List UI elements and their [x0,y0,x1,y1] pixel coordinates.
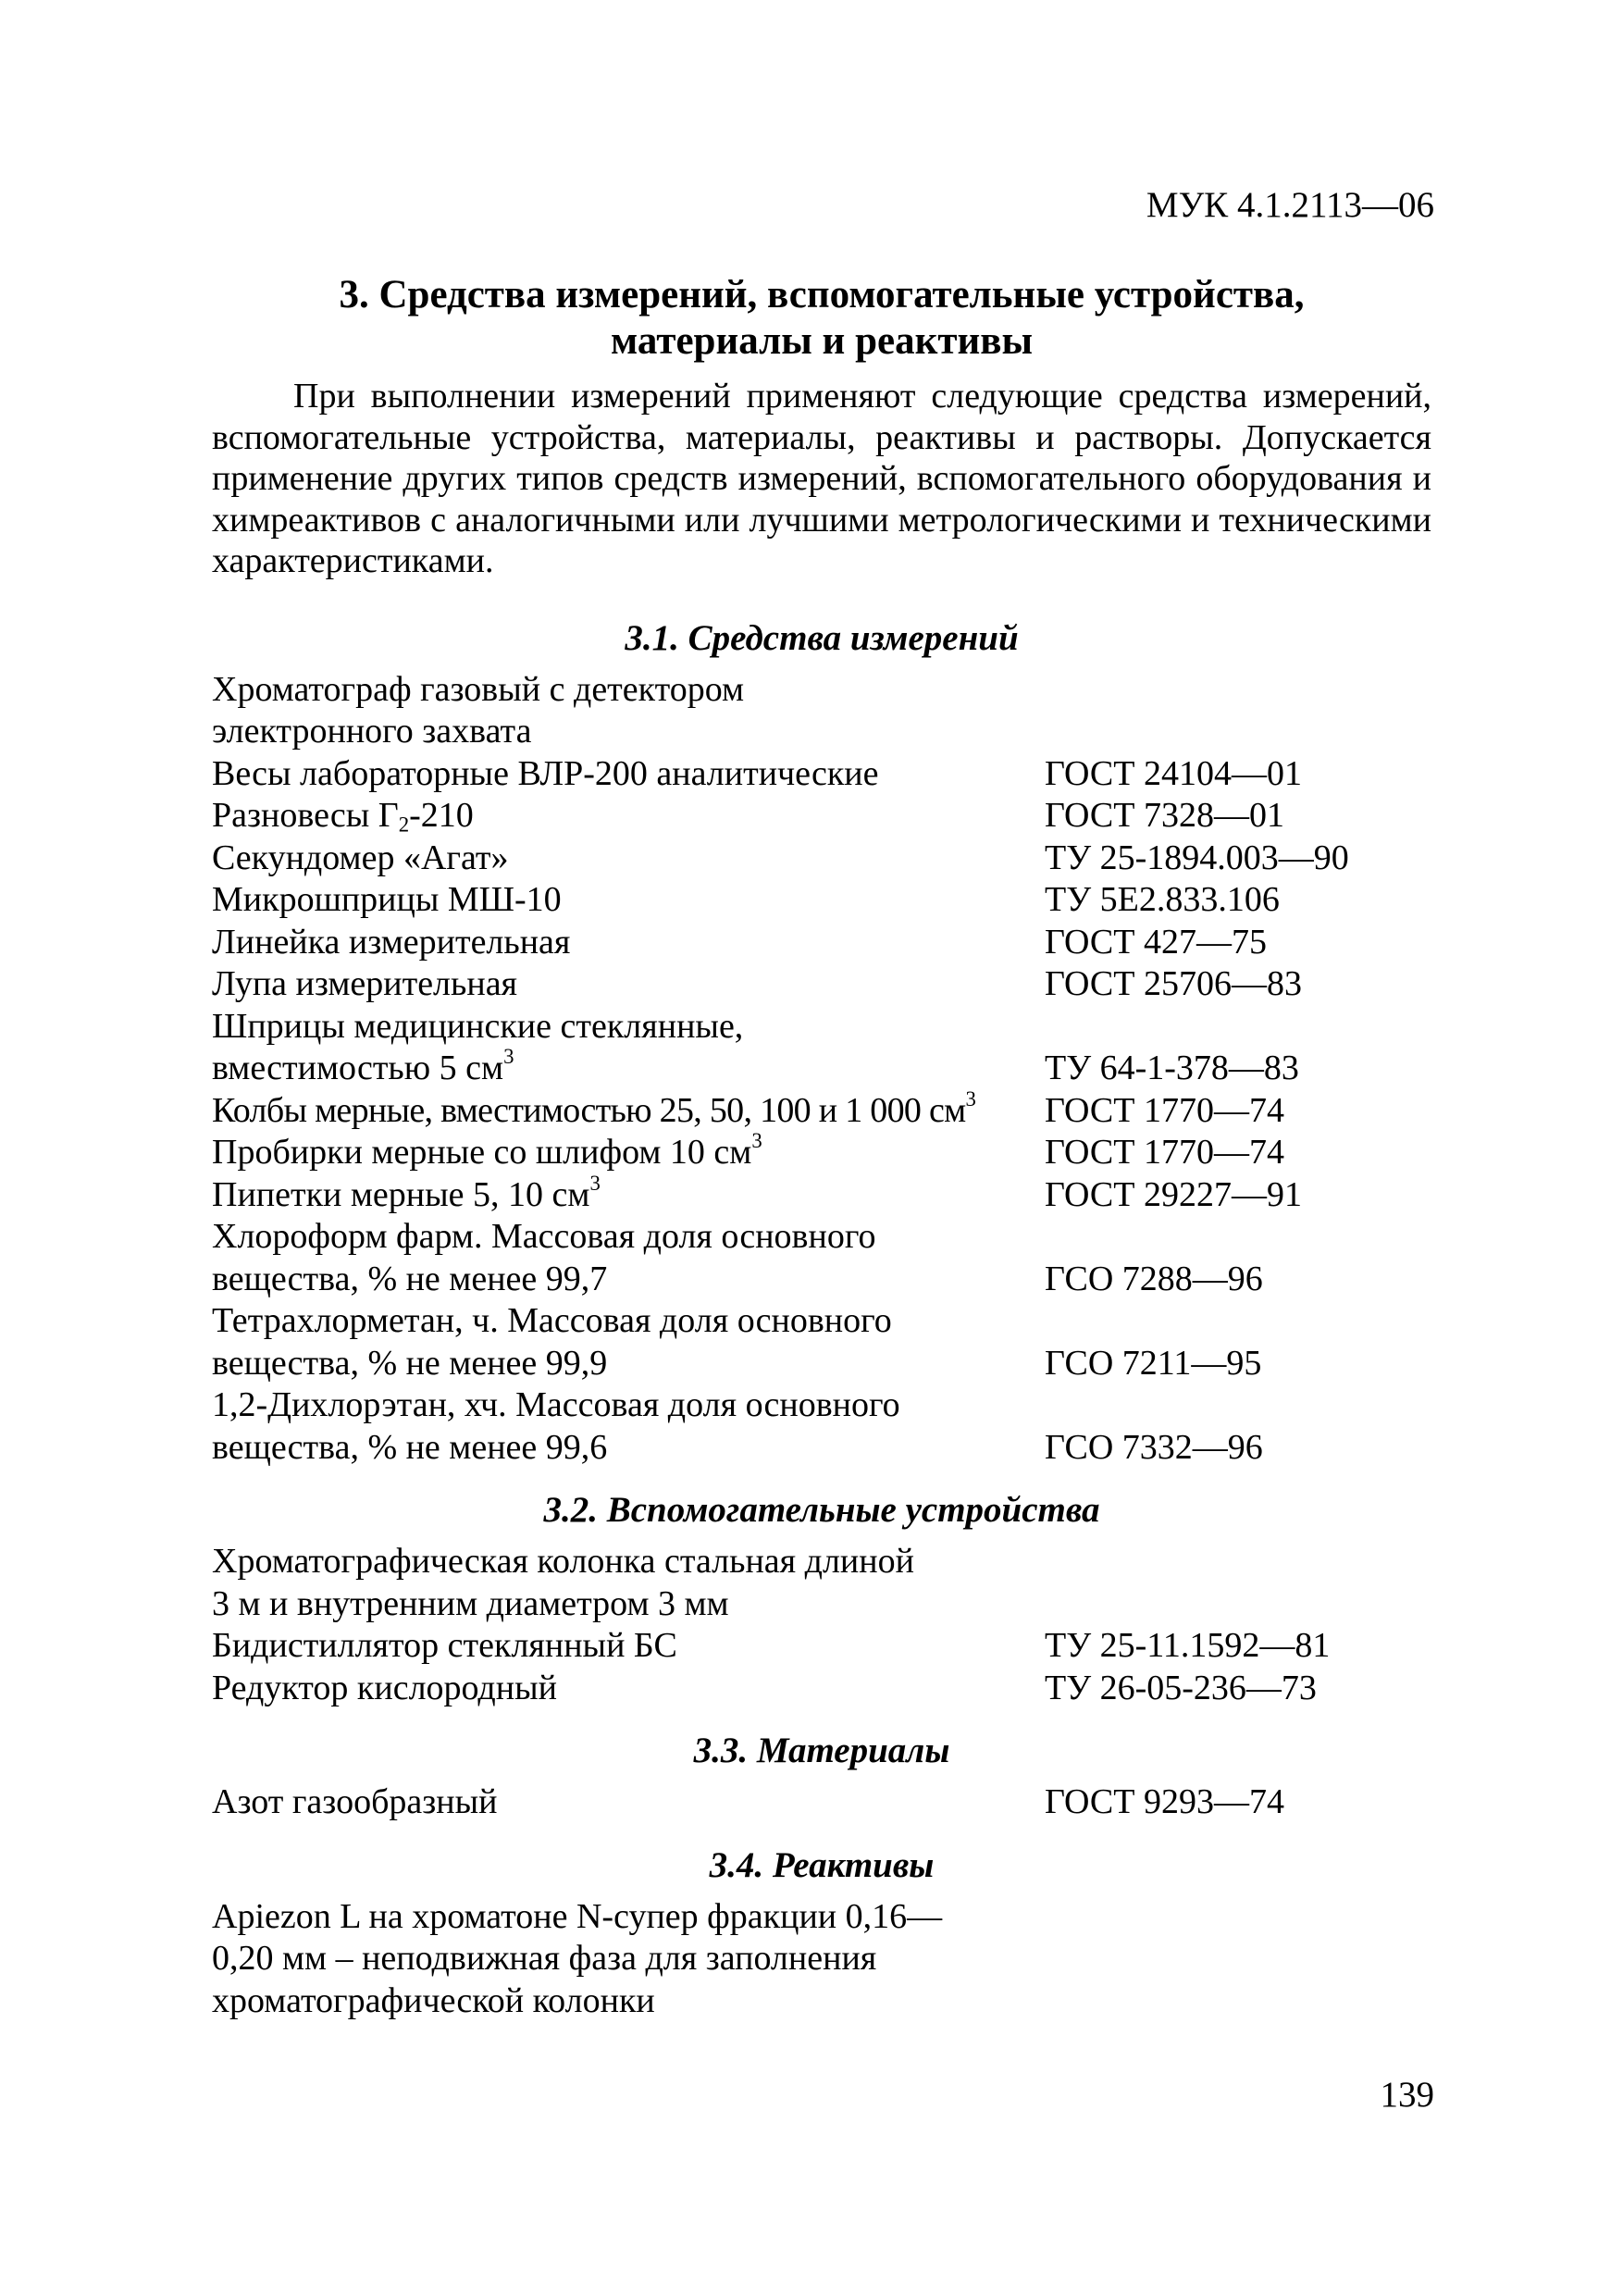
item-standard: ТУ 25-1894.003—90 [1045,838,1349,877]
item-name: Шприцы медицинские стеклянные, вместимостью 5 $см^3$ [212,1006,744,1087]
item-standard: ГОСТ 9293—74 [1045,1782,1284,1821]
item-standard: ГОСТ 1770—74 [1045,1090,1284,1130]
item-name: Редуктор кислородный [212,1668,557,1707]
item-name: Микрошприцы МШ-10 [212,880,562,919]
list-item [212,1300,1431,1384]
item-name: Хроматограф газовый с детектором электронного захвата [212,669,745,751]
item-standard: ГСО 7288—96 [1045,1259,1263,1298]
section-title-line: материалы и реактивы [610,319,1034,363]
list-item [212,963,1431,1006]
list-item [212,1171,1431,1217]
subsection-title-auxiliary: 3.2. Вспомогательные устройства [543,1490,1100,1530]
item-name: Колбы мерные, вместимостью 25, 50, 100 и 1 000 $см^3$ [212,1086,976,1130]
list-item [212,1086,1431,1133]
page-number: 139 [1380,2075,1434,2115]
item-name: Разновесы $Г_2-210$ [212,796,474,837]
item-standard: ТУ 64-1-378—83 [1045,1049,1299,1087]
materials-list [212,1781,1431,1824]
list-item [212,1541,1431,1625]
intro-paragraph: При выполнении измерений применяют следующие средства измерений, вспомогательные устройства, материалы, реактивы и растворы. Допускается применение других типов средств измерений, вспомогательного оборудования и химреактивов с аналогичными или лучшими метрологическими и техническими характеристиками. [212,377,1431,580]
list-item [212,1781,1431,1824]
running-header: МУК 4.1.2113—06 [1146,185,1434,225]
item-standard: ГОСТ 7328—01 [1045,796,1284,835]
subsection-title-reagents: 3.4. Реактивы [709,1844,935,1885]
list-item [212,1128,1431,1174]
list-item [212,1006,1431,1090]
item-standard: ТУ 25-11.1592—81 [1045,1626,1331,1665]
list-item [212,1384,1431,1469]
section-title [212,272,1431,365]
item-standard: ТУ 26-05-236—73 [1045,1668,1317,1707]
item-standard: ГСО 7211—95 [1045,1343,1262,1383]
list-item [212,838,1431,880]
item-name: Бидистиллятор стеклянный БС [212,1626,677,1665]
page-content [212,272,1431,2022]
item-standard: ГОСТ 427—75 [1045,922,1267,962]
item-standard: ГОСТ 1770—74 [1045,1133,1284,1172]
item-name: Хлороформ фарм. Массовая доля основного вещества, % не менее 99,7 [212,1217,876,1298]
item-name: Apiezon L на хроматоне N-супер фракции 0,16— 0,20 мм – неподвижная фаза для заполнения хроматографической колонки [212,1896,943,2020]
list-item [212,795,1431,838]
subsection-title-measuring: 3.1. Средства измерений [625,617,1019,658]
subsection-title-materials: 3.3. Материалы [693,1731,950,1770]
item-name: Азот газообразный [212,1782,498,1821]
item-standard: ГОСТ 29227—91 [1045,1174,1302,1214]
list-item [212,753,1431,796]
reagents-list [212,1896,1431,2023]
item-standard: ГОСТ 24104—01 [1045,753,1302,793]
item-name: Лупа измерительная [212,964,518,1003]
list-item [212,669,1431,753]
auxiliary-list [212,1541,1431,1709]
list-item [212,1896,1431,2023]
list-item [212,1216,1431,1300]
measuring-list [212,669,1431,1470]
item-name: Секундомер «Агат» [212,838,509,877]
item-name: Весы лабораторные ВЛР-200 аналитические [212,753,879,793]
item-standard: ГОСТ 25706—83 [1045,964,1302,1003]
item-name: 1,2-Дихлорэтан, хч. Массовая доля основного вещества, % не менее 99,6 [212,1385,900,1467]
item-name: Хроматографическая колонка стальная длиной 3 м и внутренним диаметром 3 мм [212,1542,914,1623]
list-item [212,879,1431,922]
list-item [212,1668,1431,1710]
item-name: Тетрахлорметан, ч. Массовая доля основного вещества, % не менее 99,9 [212,1301,892,1383]
item-standard: ГСО 7332—96 [1045,1427,1263,1467]
item-name: Пробирки мерные со шлифом 10 $см^3$ [212,1128,762,1172]
list-item [212,1625,1431,1668]
item-standard: ТУ 5Е2.833.106 [1045,880,1280,919]
item-name: Линейка измерительная [212,922,571,962]
list-item [212,922,1431,964]
item-name: Пипетки мерные 5, 10 $см^3$ [212,1171,601,1214]
section-title-line: 3. Средства измерений, вспомогательные устройства, [339,273,1305,316]
